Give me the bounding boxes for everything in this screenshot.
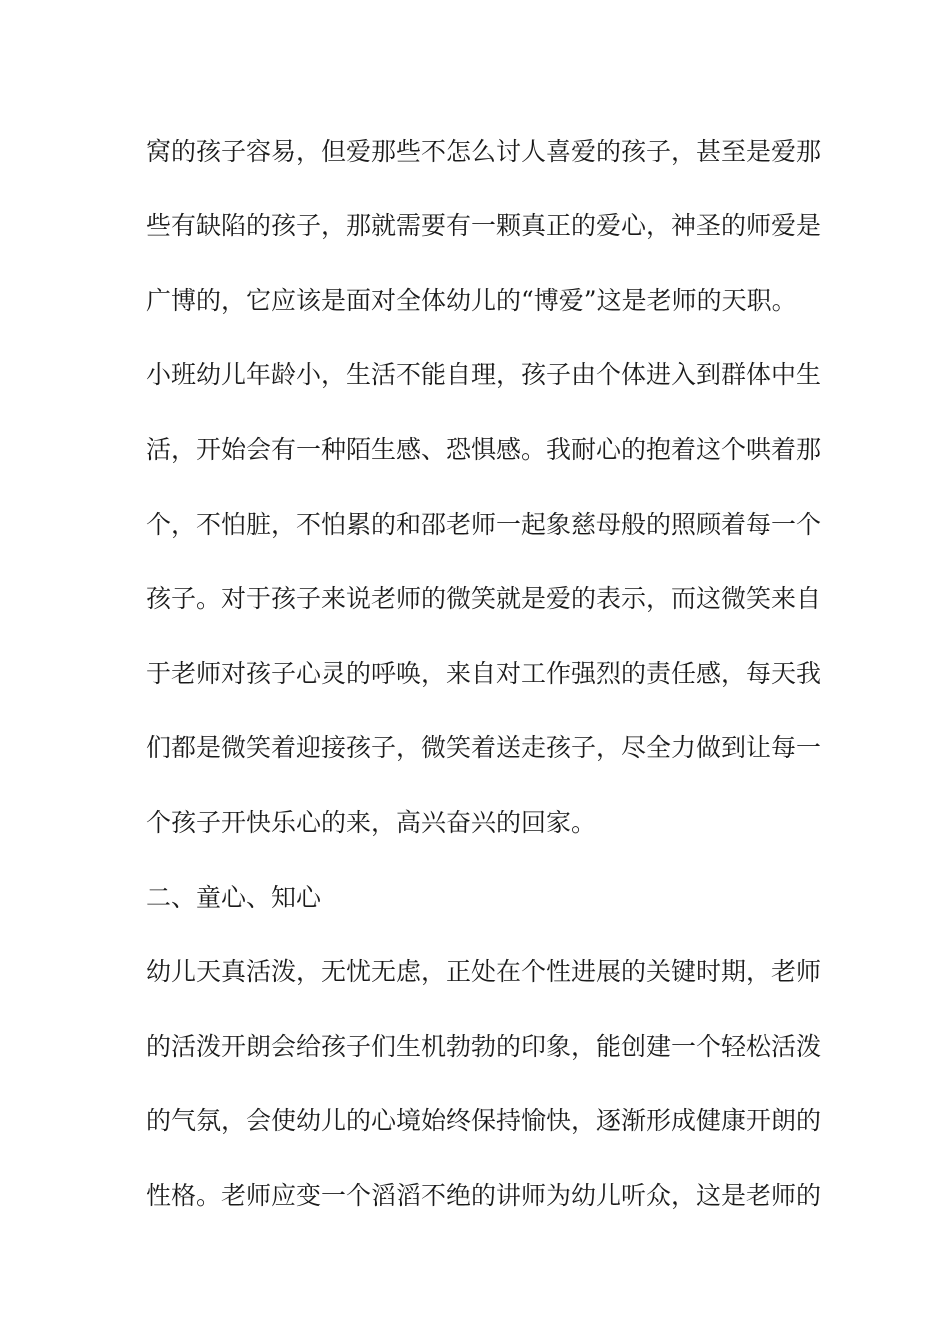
paragraph-2-line-7: 个孩子开快乐心的来，高兴奋兴的回家。 bbox=[146, 808, 597, 837]
paragraph-2-line-4: 孩子。对于孩子来说老师的微笑就是爱的表示，而这微笑来自 bbox=[146, 584, 822, 613]
paragraph-3-line-4: 性格。老师应变一个滔滔不绝的讲师为幼儿听众，这是老师的 bbox=[146, 1181, 822, 1210]
paragraph-3-line-2: 的活泼开朗会给孩子们生机勃勃的印象，能创建一个轻松活泼 bbox=[146, 1032, 822, 1061]
paragraph-3-line-3: 的气氛，会使幼儿的心境始终保持愉快，逐渐形成健康开朗的 bbox=[146, 1106, 822, 1135]
paragraph-2-line-6: 们都是微笑着迎接孩子，微笑着送走孩子，尽全力做到让每一 bbox=[146, 733, 822, 762]
paragraph-1-line-3: 广博的，它应该是面对全体幼儿的“博爱”这是老师的天职。 bbox=[146, 286, 797, 315]
paragraph-1-line-1: 窝的孩子容易，但爱那些不怎么讨人喜爱的孩子，甚至是爱那 bbox=[146, 137, 822, 166]
paragraph-2-line-2: 活，开始会有一种陌生感、恐惧感。我耐心的抱着这个哄着那 bbox=[146, 435, 822, 464]
section-heading: 二、童心、知心 bbox=[146, 883, 322, 912]
paragraph-2-line-1: 小班幼儿年龄小，生活不能自理，孩子由个体进入到群体中生 bbox=[146, 360, 822, 389]
paragraph-2-line-3: 个，不怕脏，不怕累的和邵老师一起象慈母般的照顾着每一个 bbox=[146, 510, 822, 539]
paragraph-2-line-5: 于老师对孩子心灵的呼唤，来自对工作强烈的责任感，每天我 bbox=[146, 659, 822, 688]
paragraph-1-line-2: 些有缺陷的孩子，那就需要有一颗真正的爱心，神圣的师爱是 bbox=[146, 211, 822, 240]
paragraph-3-line-1: 幼儿天真活泼，无忧无虑，正处在个性进展的关键时期，老师 bbox=[146, 957, 822, 986]
